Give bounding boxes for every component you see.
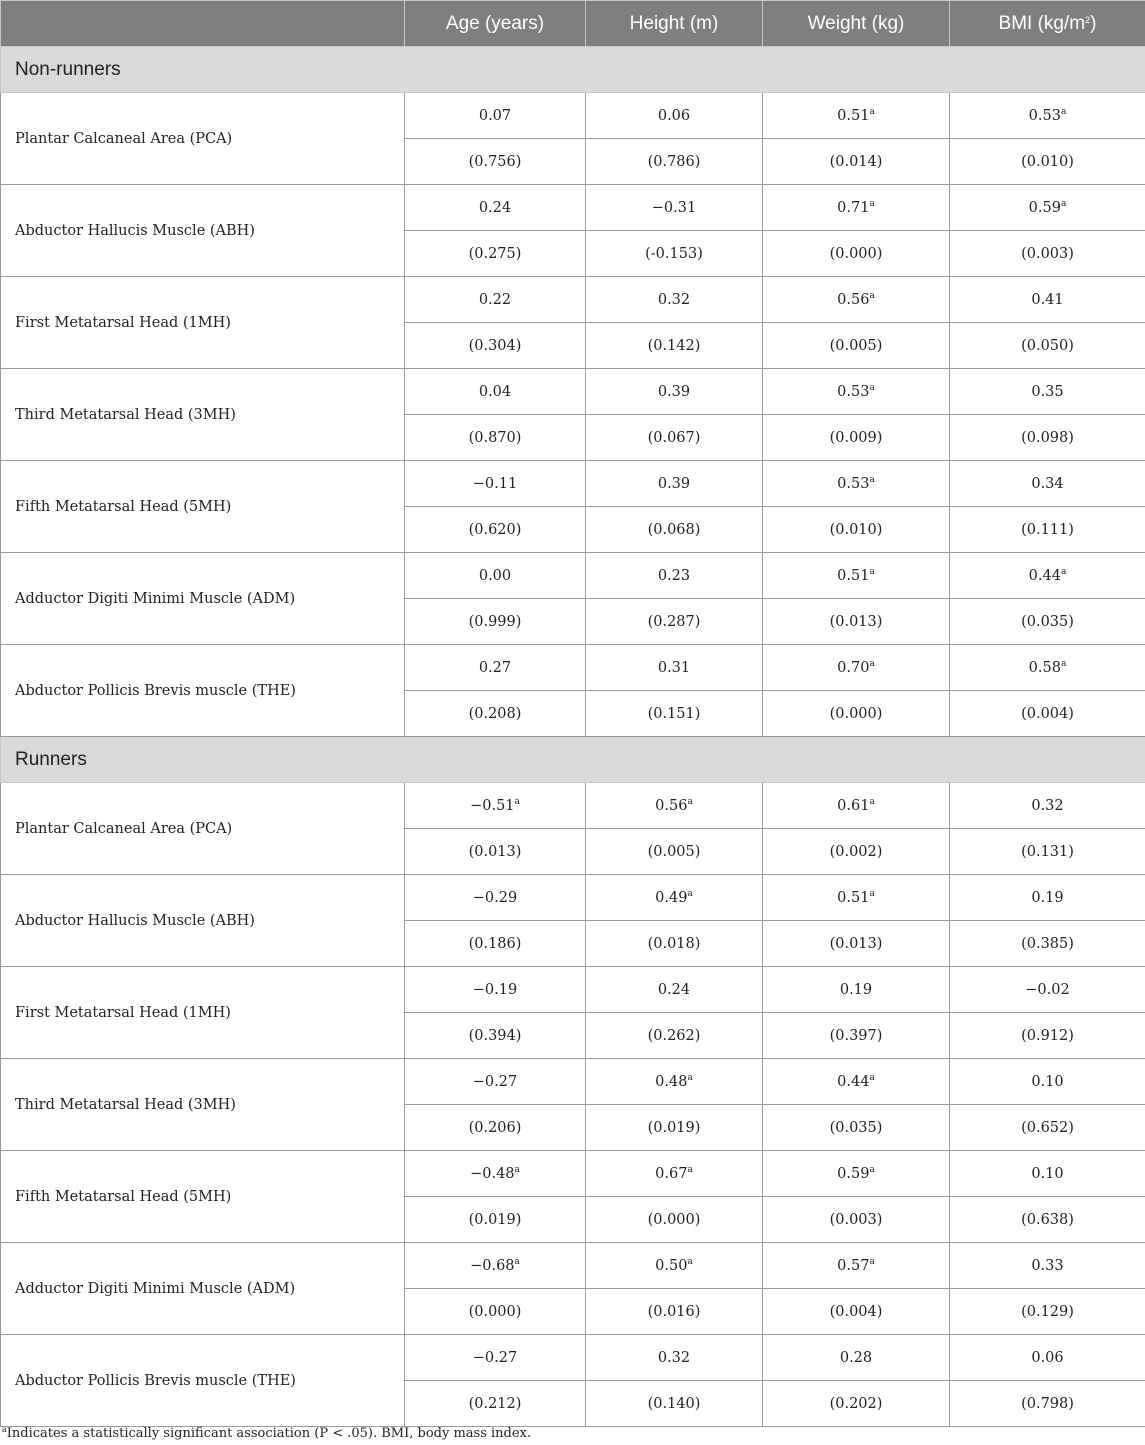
coefficient-cell-height (586, 645, 763, 691)
coefficient-value: 0.19 (839, 981, 873, 998)
p-value-cell-height: (0.067) (586, 415, 763, 461)
group-header-row (1, 47, 1145, 93)
coefficient-cell-age (405, 461, 586, 507)
p-value-cell-bmi: (0.131) (950, 829, 1145, 875)
p-value-cell-bmi: (0.385) (950, 921, 1145, 967)
p-value-cell-bmi: (0.652) (950, 1105, 1145, 1151)
row-label: Third Metatarsal Head (3MH) (1, 369, 405, 461)
coefficient-value: 0.28 (839, 1349, 873, 1366)
header-weight: Weight (kg) (763, 1, 950, 47)
row-label: First Metatarsal Head (1MH) (1, 967, 405, 1059)
p-value-cell-height: (0.019) (586, 1105, 763, 1151)
coefficient-value: −0.19 (472, 981, 518, 998)
p-value-cell-height: (0.016) (586, 1289, 763, 1335)
table-row (1, 783, 1145, 829)
p-value-cell-weight: (0.000) (763, 691, 950, 737)
p-value-cell-age: (0.870) (405, 415, 586, 461)
p-value-cell-bmi: (0.003) (950, 231, 1145, 277)
coefficient-cell-weight (763, 875, 950, 921)
coefficient-value: 0.61 (837, 797, 870, 814)
p-value-cell-age: (0.999) (405, 599, 586, 645)
row-label: Fifth Metatarsal Head (5MH) (1, 461, 405, 553)
coefficient-cell-age (405, 875, 586, 921)
coefficient-value: 0.24 (657, 981, 691, 998)
p-value-cell-bmi: (0.798) (950, 1381, 1145, 1427)
coefficient-cell-weight (763, 93, 950, 139)
p-value-cell-bmi: (0.035) (950, 599, 1145, 645)
coefficient-cell-weight (763, 185, 950, 231)
p-value-cell-weight: (0.035) (763, 1105, 950, 1151)
coefficient-value: −0.68 (470, 1257, 515, 1274)
coefficient-value: 0.31 (657, 659, 691, 676)
significance-marker: a (869, 658, 875, 669)
coefficient-value: 0.53 (1028, 107, 1061, 124)
coefficient-cell-age (405, 369, 586, 415)
significance-marker: a (869, 290, 875, 301)
coefficient-cell-bmi (950, 369, 1145, 415)
table-row (1, 553, 1145, 599)
coefficient-value: 0.59 (837, 1165, 870, 1182)
significance-marker: a (869, 566, 875, 577)
p-value-cell-weight: (0.000) (763, 231, 950, 277)
coefficient-cell-age (405, 645, 586, 691)
coefficient-value: 0.71 (837, 199, 870, 216)
row-label: Adductor Digiti Minimi Muscle (ADM) (1, 1243, 405, 1335)
coefficient-value: 0.07 (478, 107, 512, 124)
significance-marker: a (869, 1164, 875, 1175)
table-row (1, 277, 1145, 323)
p-value-cell-age: (0.620) (405, 507, 586, 553)
table-row (1, 1059, 1145, 1105)
significance-marker: a (687, 888, 693, 899)
header-age: Age (years) (405, 1, 586, 47)
coefficient-value: 0.24 (478, 199, 512, 216)
p-value-cell-height: (0.142) (586, 323, 763, 369)
coefficient-cell-height (586, 875, 763, 921)
p-value-cell-bmi: (0.638) (950, 1197, 1145, 1243)
p-value-cell-weight: (0.013) (763, 599, 950, 645)
p-value-cell-age: (0.394) (405, 1013, 586, 1059)
table-row (1, 185, 1145, 231)
coefficient-cell-bmi (950, 783, 1145, 829)
coefficient-value: 0.23 (657, 567, 691, 584)
significance-marker: a (1060, 106, 1067, 117)
header-bmi (950, 1, 1145, 47)
p-value-cell-height: (0.287) (586, 599, 763, 645)
p-value-cell-weight: (0.009) (763, 415, 950, 461)
p-value-cell-weight: (0.397) (763, 1013, 950, 1059)
coefficient-value: 0.34 (1031, 475, 1064, 492)
coefficient-value: 0.19 (1031, 889, 1064, 906)
coefficient-cell-bmi (950, 185, 1145, 231)
table-row (1, 967, 1145, 1013)
p-value-cell-age: (0.019) (405, 1197, 586, 1243)
p-value-cell-height: (0.018) (586, 921, 763, 967)
header-bmi-text: BMI (kg/m (998, 12, 1086, 34)
footnote (2, 1426, 531, 1441)
significance-marker: a (514, 1164, 520, 1175)
coefficient-value: 0.22 (478, 291, 512, 308)
coefficient-value: 0.27 (478, 659, 512, 676)
coefficient-cell-bmi (950, 967, 1145, 1013)
coefficient-cell-weight (763, 1151, 950, 1197)
coefficient-cell-height (586, 1243, 763, 1289)
coefficient-cell-bmi (950, 645, 1145, 691)
coefficient-cell-weight (763, 645, 950, 691)
p-value-cell-height: (0.786) (586, 139, 763, 185)
p-value-cell-height: (0.151) (586, 691, 763, 737)
coefficient-value: −0.11 (472, 475, 518, 492)
coefficient-value: 0.32 (657, 1349, 691, 1366)
significance-marker: a (869, 1256, 875, 1267)
coefficient-value: 0.00 (478, 567, 512, 584)
coefficient-cell-height (586, 553, 763, 599)
p-value-cell-height: (0.005) (586, 829, 763, 875)
p-value-cell-bmi: (0.004) (950, 691, 1145, 737)
significance-marker: a (687, 1256, 693, 1267)
coefficient-value: 0.04 (478, 383, 512, 400)
significance-marker: a (869, 382, 875, 393)
coefficient-cell-weight (763, 553, 950, 599)
header-height: Height (m) (586, 1, 763, 47)
row-label: First Metatarsal Head (1MH) (1, 277, 405, 369)
significance-marker: a (514, 796, 520, 807)
p-value-cell-bmi: (0.111) (950, 507, 1145, 553)
coefficient-value: 0.51 (837, 107, 870, 124)
coefficient-value: 0.53 (837, 475, 870, 492)
coefficient-cell-age (405, 783, 586, 829)
coefficient-value: 0.06 (1031, 1349, 1064, 1366)
coefficient-cell-age (405, 967, 586, 1013)
coefficient-cell-bmi (950, 1059, 1145, 1105)
p-value-cell-weight: (0.202) (763, 1381, 950, 1427)
row-label: Adductor Digiti Minimi Muscle (ADM) (1, 553, 405, 645)
coefficient-value: 0.39 (657, 475, 691, 492)
significance-marker: a (1060, 198, 1067, 209)
coefficient-cell-age (405, 1243, 586, 1289)
table-row (1, 645, 1145, 691)
p-value-cell-weight: (0.014) (763, 139, 950, 185)
p-value-cell-bmi: (0.050) (950, 323, 1145, 369)
coefficient-cell-height (586, 277, 763, 323)
p-value-cell-height: (0.140) (586, 1381, 763, 1427)
coefficient-cell-height (586, 1059, 763, 1105)
p-value-cell-weight: (0.002) (763, 829, 950, 875)
coefficient-cell-weight (763, 1335, 950, 1381)
significance-marker: a (869, 198, 875, 209)
coefficient-value: 0.39 (657, 383, 691, 400)
table-row (1, 461, 1145, 507)
coefficient-cell-weight (763, 1243, 950, 1289)
coefficient-value: −0.29 (472, 889, 518, 906)
p-value-cell-age: (0.013) (405, 829, 586, 875)
coefficient-value: 0.44 (837, 1073, 870, 1090)
table-row (1, 875, 1145, 921)
coefficient-value: 0.50 (655, 1257, 688, 1274)
p-value-cell-bmi: (0.010) (950, 139, 1145, 185)
coefficient-value: 0.32 (1031, 797, 1064, 814)
coefficient-value: 0.51 (837, 889, 870, 906)
header-row (1, 1, 1145, 47)
row-label: Plantar Calcaneal Area (PCA) (1, 93, 405, 185)
coefficient-cell-height (586, 369, 763, 415)
coefficient-cell-bmi (950, 461, 1145, 507)
coefficient-cell-weight (763, 277, 950, 323)
table-row (1, 1335, 1145, 1381)
p-value-cell-height: (-0.153) (586, 231, 763, 277)
p-value-cell-height: (0.262) (586, 1013, 763, 1059)
p-value-cell-age: (0.206) (405, 1105, 586, 1151)
coefficient-cell-height (586, 461, 763, 507)
coefficient-value: 0.56 (655, 797, 688, 814)
footnote-marker: a (2, 1425, 7, 1434)
significance-marker: a (687, 1072, 693, 1083)
coefficient-cell-bmi (950, 1243, 1145, 1289)
coefficient-cell-age (405, 1059, 586, 1105)
coefficient-cell-age (405, 93, 586, 139)
coefficient-value: 0.49 (655, 889, 688, 906)
coefficient-cell-height (586, 1151, 763, 1197)
significance-marker: a (1060, 658, 1067, 669)
coefficient-value: 0.58 (1028, 659, 1061, 676)
table-row (1, 1151, 1145, 1197)
significance-marker: a (687, 1164, 693, 1175)
significance-marker: a (1060, 566, 1067, 577)
coefficient-value: 0.67 (655, 1165, 688, 1182)
significance-marker: a (869, 1072, 875, 1083)
header-bmi-superscript: 2 (1085, 14, 1091, 25)
p-value-cell-weight: (0.010) (763, 507, 950, 553)
significance-marker: a (869, 796, 875, 807)
row-label: Plantar Calcaneal Area (PCA) (1, 783, 405, 875)
significance-marker: a (687, 796, 693, 807)
coefficient-cell-bmi (950, 277, 1145, 323)
row-label: Abductor Hallucis Muscle (ABH) (1, 185, 405, 277)
coefficient-value: 0.48 (655, 1073, 688, 1090)
coefficient-value: 0.06 (657, 107, 691, 124)
coefficient-cell-height (586, 185, 763, 231)
coefficient-value: 0.44 (1028, 567, 1061, 584)
coefficient-value: 0.51 (837, 567, 870, 584)
coefficient-value: −0.27 (472, 1349, 518, 1366)
row-label: Abductor Pollicis Brevis muscle (THE) (1, 645, 405, 737)
coefficient-value: 0.32 (657, 291, 691, 308)
coefficient-cell-weight (763, 783, 950, 829)
significance-marker: a (514, 1256, 520, 1267)
table-row (1, 369, 1145, 415)
row-label: Abductor Hallucis Muscle (ABH) (1, 875, 405, 967)
coefficient-value: 0.57 (837, 1257, 870, 1274)
row-label: Abductor Pollicis Brevis muscle (THE) (1, 1335, 405, 1427)
coefficient-value: −0.02 (1025, 981, 1070, 998)
coefficient-value: 0.33 (1031, 1257, 1064, 1274)
coefficient-value: −0.51 (470, 797, 515, 814)
coefficient-value: −0.31 (651, 199, 697, 216)
coefficient-cell-height (586, 93, 763, 139)
p-value-cell-height: (0.000) (586, 1197, 763, 1243)
coefficient-cell-age (405, 1151, 586, 1197)
table-row (1, 93, 1145, 139)
table-body (1, 47, 1145, 1427)
p-value-cell-age: (0.208) (405, 691, 586, 737)
p-value-cell-weight: (0.004) (763, 1289, 950, 1335)
coefficient-cell-weight (763, 1059, 950, 1105)
coefficient-value: 0.10 (1031, 1073, 1064, 1090)
coefficient-cell-height (586, 1335, 763, 1381)
coefficient-cell-height (586, 967, 763, 1013)
coefficient-cell-bmi (950, 1335, 1145, 1381)
coefficient-cell-bmi (950, 875, 1145, 921)
table-row (1, 1243, 1145, 1289)
significance-marker: a (869, 474, 875, 485)
coefficient-cell-age (405, 277, 586, 323)
coefficient-cell-age (405, 553, 586, 599)
coefficient-value: 0.10 (1031, 1165, 1064, 1182)
p-value-cell-age: (0.186) (405, 921, 586, 967)
coefficient-cell-weight (763, 967, 950, 1013)
p-value-cell-age: (0.275) (405, 231, 586, 277)
p-value-cell-age: (0.304) (405, 323, 586, 369)
coefficient-cell-weight (763, 369, 950, 415)
header-bmi-close: ) (1090, 12, 1097, 34)
coefficient-value: 0.41 (1031, 291, 1064, 308)
coefficient-cell-bmi (950, 1151, 1145, 1197)
group-header-row (1, 737, 1145, 783)
footnote-text: Indicates a statistically significant association (P < .05). BMI, body mass index. (6, 1426, 532, 1441)
p-value-cell-age: (0.756) (405, 139, 586, 185)
header-empty (1, 1, 405, 47)
coefficient-value: 0.53 (837, 383, 870, 400)
coefficient-value: −0.27 (472, 1073, 518, 1090)
coefficient-cell-age (405, 1335, 586, 1381)
coefficient-cell-bmi (950, 553, 1145, 599)
p-value-cell-age: (0.000) (405, 1289, 586, 1335)
p-value-cell-age: (0.212) (405, 1381, 586, 1427)
row-label: Third Metatarsal Head (3MH) (1, 1059, 405, 1151)
coefficient-value: 0.59 (1028, 199, 1061, 216)
coefficient-value: 0.56 (837, 291, 870, 308)
group-title: Non-runners (1, 47, 1145, 93)
coefficient-cell-bmi (950, 93, 1145, 139)
p-value-cell-bmi: (0.129) (950, 1289, 1145, 1335)
coefficient-cell-age (405, 185, 586, 231)
p-value-cell-bmi: (0.912) (950, 1013, 1145, 1059)
p-value-cell-height: (0.068) (586, 507, 763, 553)
p-value-cell-weight: (0.013) (763, 921, 950, 967)
p-value-cell-weight: (0.003) (763, 1197, 950, 1243)
significance-marker: a (869, 888, 875, 899)
coefficient-cell-weight (763, 461, 950, 507)
p-value-cell-bmi: (0.098) (950, 415, 1145, 461)
coefficient-value: 0.70 (837, 659, 870, 676)
coefficient-value: 0.35 (1031, 383, 1064, 400)
coefficient-cell-height (586, 783, 763, 829)
group-title: Runners (1, 737, 1145, 783)
significance-marker: a (869, 106, 875, 117)
row-label: Fifth Metatarsal Head (5MH) (1, 1151, 405, 1243)
coefficient-value: −0.48 (470, 1165, 515, 1182)
p-value-cell-weight: (0.005) (763, 323, 950, 369)
